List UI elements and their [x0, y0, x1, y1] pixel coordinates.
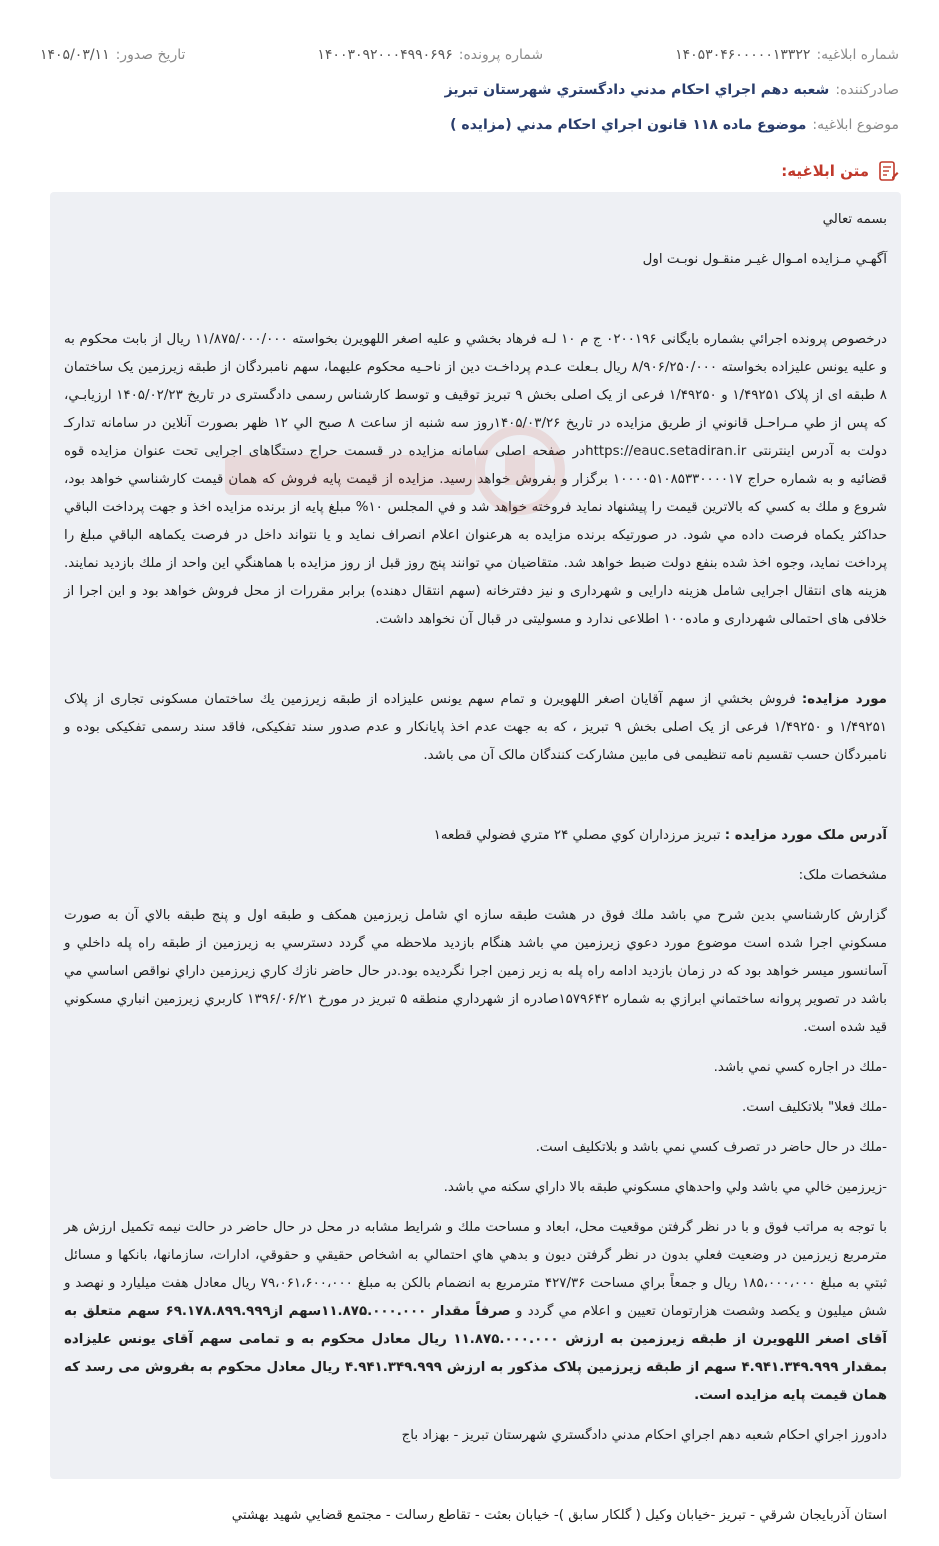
document-edit-icon [877, 160, 899, 182]
body-specs-heading: مشخصات ملک: [798, 868, 887, 883]
body-note-3: -ملك در حال حاضر در تصرف كسي نمي باشد و بلاتكليف است. [535, 1140, 887, 1155]
meta-row-numbers [40, 45, 899, 65]
subject-label: موضوع ابلاغیه: [812, 117, 899, 133]
address-label: آدرس ملک مورد مزایده : [724, 828, 887, 843]
case-number-label: شماره پرونده: [458, 47, 544, 63]
issue-date-label: تاریخ صدور: [115, 47, 186, 63]
body-valuation [64, 1214, 887, 1410]
issue-date-value: ۱۴۰۵/۰۳/۱۱ [40, 47, 110, 63]
notice-body [50, 192, 901, 1523]
case-number-value: ۱۴۰۰۳۰۹۲۰۰۰۴۹۹۰۶۹۶ [317, 47, 453, 63]
notice-number-value: ۱۴۰۵۳۰۴۶۰۰۰۰۰۱۳۳۲۲ [675, 47, 811, 63]
issue-date [40, 45, 185, 65]
body-note-4: -زيرزمين خالي مي باشد ولي واحدهاي مسكوني طبقه بالا داراي سكنه مي باشد. [443, 1180, 887, 1195]
address-text: تبريز مرزداران كوي مصلي ۲۴ متري فضولي قطعه۱ [433, 828, 725, 843]
case-number [317, 45, 543, 65]
body-paragraph-main: درخصوص پرونده اجرائي بشماره بايگانى ۰۲۰۰۱۹۶ ج م ۱۰ لـه فرهاد بخشي و عليه اصغر اللهويرن بخواسته ۱۱/۸۷۵/۰۰۰/۰۰۰ ريال از بابت محكوم به و عليه يونس عليزاده بخواسته ۸/۹۰۶/۲۵۰/۰۰۰ ريال بـعلت عـدم پرداخـت دين از ناحـيه محكوم عليهما، سهم نامبردگان از طبقه زيرزمين يک ساختمان ۸ طبقه اى از پلاک ۱/۴۹۲۵۱ و ۱/۴۹۲۵۰ فرعى از يک اصلى بخش ۹ تبريز توقيف و توسط كارشناس رسمى دادگسترى در تاريخ ۱۴۰۵/۰۲/۲۳ ارزيابـي، كه پس از طي مـراحـل قانوني از طريق مزايده در تاريخ ۱۴۰۵/۰۳/۲۶روز سه شنبه از ساعت ۸ صبح الي ۱۲ ظهر بصورت آنلاين در سامانه تداركـ دولت به آدرس اينترنتى https://eauc.setadiran.irدر صفحه اصلى سامانه مزايده در قسمت حراج دستگاهاى اجرايى تحت عنوان مزايده قوه قضائيه و به شماره حراج ۱۰۰۰۰۵۱۰۸۵۳۳۰۰۰۰۱۷ برگزار و بفروش خواهد رسيد. مزايده از قيمت پايه فروش كه همان قيمت كارشناسي خواهد بود، شروع و ملك به كسي كه بالاترين قيمت را پيشنهاد نمايد فروخته خواهد شد و في المجلس ۱۰% مبلغ پايه از برنده مزايده اخذ و جهت پرداخت الباقي حداكثر يكماه فرصت داده مي شود. در صورتيكه برنده مزايده به هرعنوان اعلام انصراف نمايد و يا نتواند داخل در فرصت يكماهه الباقي مبلغ را پرداخت نمايد، وجوه اخذ شده بنفع دولت ضبط خواهد شد. متقاضيان مي توانند پنج روز قبل از روز مزايده با هماهنگي اين واحد از ملك بازديد نمايند. هزينه هاى انتقال اجرايى شامل هزينه دارايى و شهردارى و نيز دفترخانه (سهم انتقال دهنده) برابر مقررات از محل فروش خواهد بود و اين اجرا از خلافى هاى احتمالى شهردارى و ماده۱۰۰ اطلاعى ندارد و مسوليتى در قبال آن نخواهد داشت. [64, 332, 888, 627]
body-note-1: -ملك در اجاره كسي نمي باشد. [713, 1060, 887, 1075]
issuer-value: شعبه دهم اجراي احكام مدني دادگستري شهرستان تبريز [444, 82, 830, 98]
body-auction-item [64, 686, 887, 770]
subject-value: موضوع ماده ۱۱۸ قانون اجراي احكام مدني (مزايده ) [450, 117, 807, 133]
body-basmala: بسمه تعالي [822, 212, 887, 227]
body-heading: آگهـي مـزايده امـوال غيـر منقـول نوبـت اول [642, 252, 887, 267]
body-court-address: استان آذربايجان شرقي - تبريز -خيابان وكيل ( گلكار سابق )- خيابان بعثت - تقاطع رسالت - مجتمع قضايي شهيد بهشتي [231, 1508, 887, 1523]
body-expert-report: گزارش كارشناسي بدين شرح مي باشد ملك فوق در هشت طبقه سازه اي شامل زيرزمين همكف و طبقه اول و پنج طبقه بالاي آن به صورت مسكوني اجرا شده است موضوع مورد دعوي زيرزمين مي باشد هنگام بازديد ملاحظه مي گردد دسترسي به زيرزمين از طبقه راه پله داخلي و آسانسور ميسر خواهد بود كه در زمان بازديد ادامه راه پله به زير زمين اجرا نگرديده بود.در حال حاضر نازك كاري زيرزمين داراي نواقص اساسي مي باشد در تصوير پروانه ساختماني ابرازي به شماره ۱۵۷۹۶۴۲صادره از شهرداري منطقه ۵ تبريز در مورخ ۱۳۹۶/۰۶/۲۱ كاربري زيرزمين انباري مسكوني قيد شده است. [64, 908, 887, 1035]
auction-item-text: فروش بخشي از سهم آقايان اصغر اللهويرن و تمام سهم يونس عليزاده از طبقه زيرزمين يك ساختمان مسكونى تجارى از پلاک ۱/۴۹۲۵۱ و ۱/۴۹۲۵۰ فرعى از يک اصلى بخش ۹ تبريز ، كه به جهت عدم اخذ پايانكار و عدم صدور سند تفكيكى، فاقد سند رسمى تفكيكى بوده و نامبردگان حسب تقسيم نامه تنظيمى فى مابين مشاركت كنندگان مالک آن مى باشد. [64, 692, 887, 763]
section-title [781, 160, 899, 182]
body-signature: دادورز اجراي احكام شعبه دهم اجراي احكام مدني دادگستري شهرستان تبريز - بهزاد باج [401, 1428, 887, 1443]
body-address [64, 822, 887, 850]
issuer-label: صادرکننده: [835, 82, 899, 98]
meta-row-issuer [40, 80, 899, 100]
notice-number [675, 45, 899, 65]
notice-number-label: شماره ابلاغیه: [816, 47, 899, 63]
meta-row-subject [40, 115, 899, 135]
auction-item-label: مورد مزايده: [801, 692, 887, 707]
section-title-text: متن ابلاغیه: [781, 162, 869, 180]
valuation-text: با توجه به مراتب فوق و با در نظر گرفتن موقعيت محل، ابعاد و مساحت ملك و شرايط مشابه در محل در حال حاضر در حالت نيمه تكميل ارزش هر مترمربع زيرزمين در وضعيت فعلي بدون در نظر گرفتن ديون و بدهي هاي احتمالي به اشخاص حقيقي و حقوقي، ادارات، سازمانها، بانكها و مسائل ثبتي به مبلغ ۱۸۵،۰۰۰،۰۰۰ ريال و جمعاً براي مساحت ۴۲۷/۳۶ مترمربع به انضمام بالكن به مبلغ ۷۹،۰۶۱،۶۰۰،۰۰۰ ريال معادل هفت ميليارد و نهصد و شش ميليون و يكصد وشصت هزارتومان تعيين و اعلام مي گردد و [64, 1220, 888, 1319]
valuation-bold-text: صرفاً مقدار ۱۱.۸۷۵.۰۰۰.۰۰۰سهم از۶۹.۱۷۸.۸۹۹.۹۹۹ سهم متعلق به آقای اصغر اللهويرن از طبقه زيرزمين به ارزش ۱۱.۸۷۵.۰۰۰.۰۰۰ ريال معادل محكوم به و تمامی سهم آقای يونس عليزاده بمقدار ۴.۹۴۱.۳۴۹.۹۹۹ سهم از طبقه زيرزمين پلاک مذكور به ارزش ۴.۹۴۱.۳۴۹.۹۹۹ ريال معادل محكوم به بفروش مى رسد كه همان قيمت پايه مزايده است. [64, 1304, 887, 1403]
body-note-2: -ملك فعلا" بلاتكليف است. [741, 1100, 887, 1115]
